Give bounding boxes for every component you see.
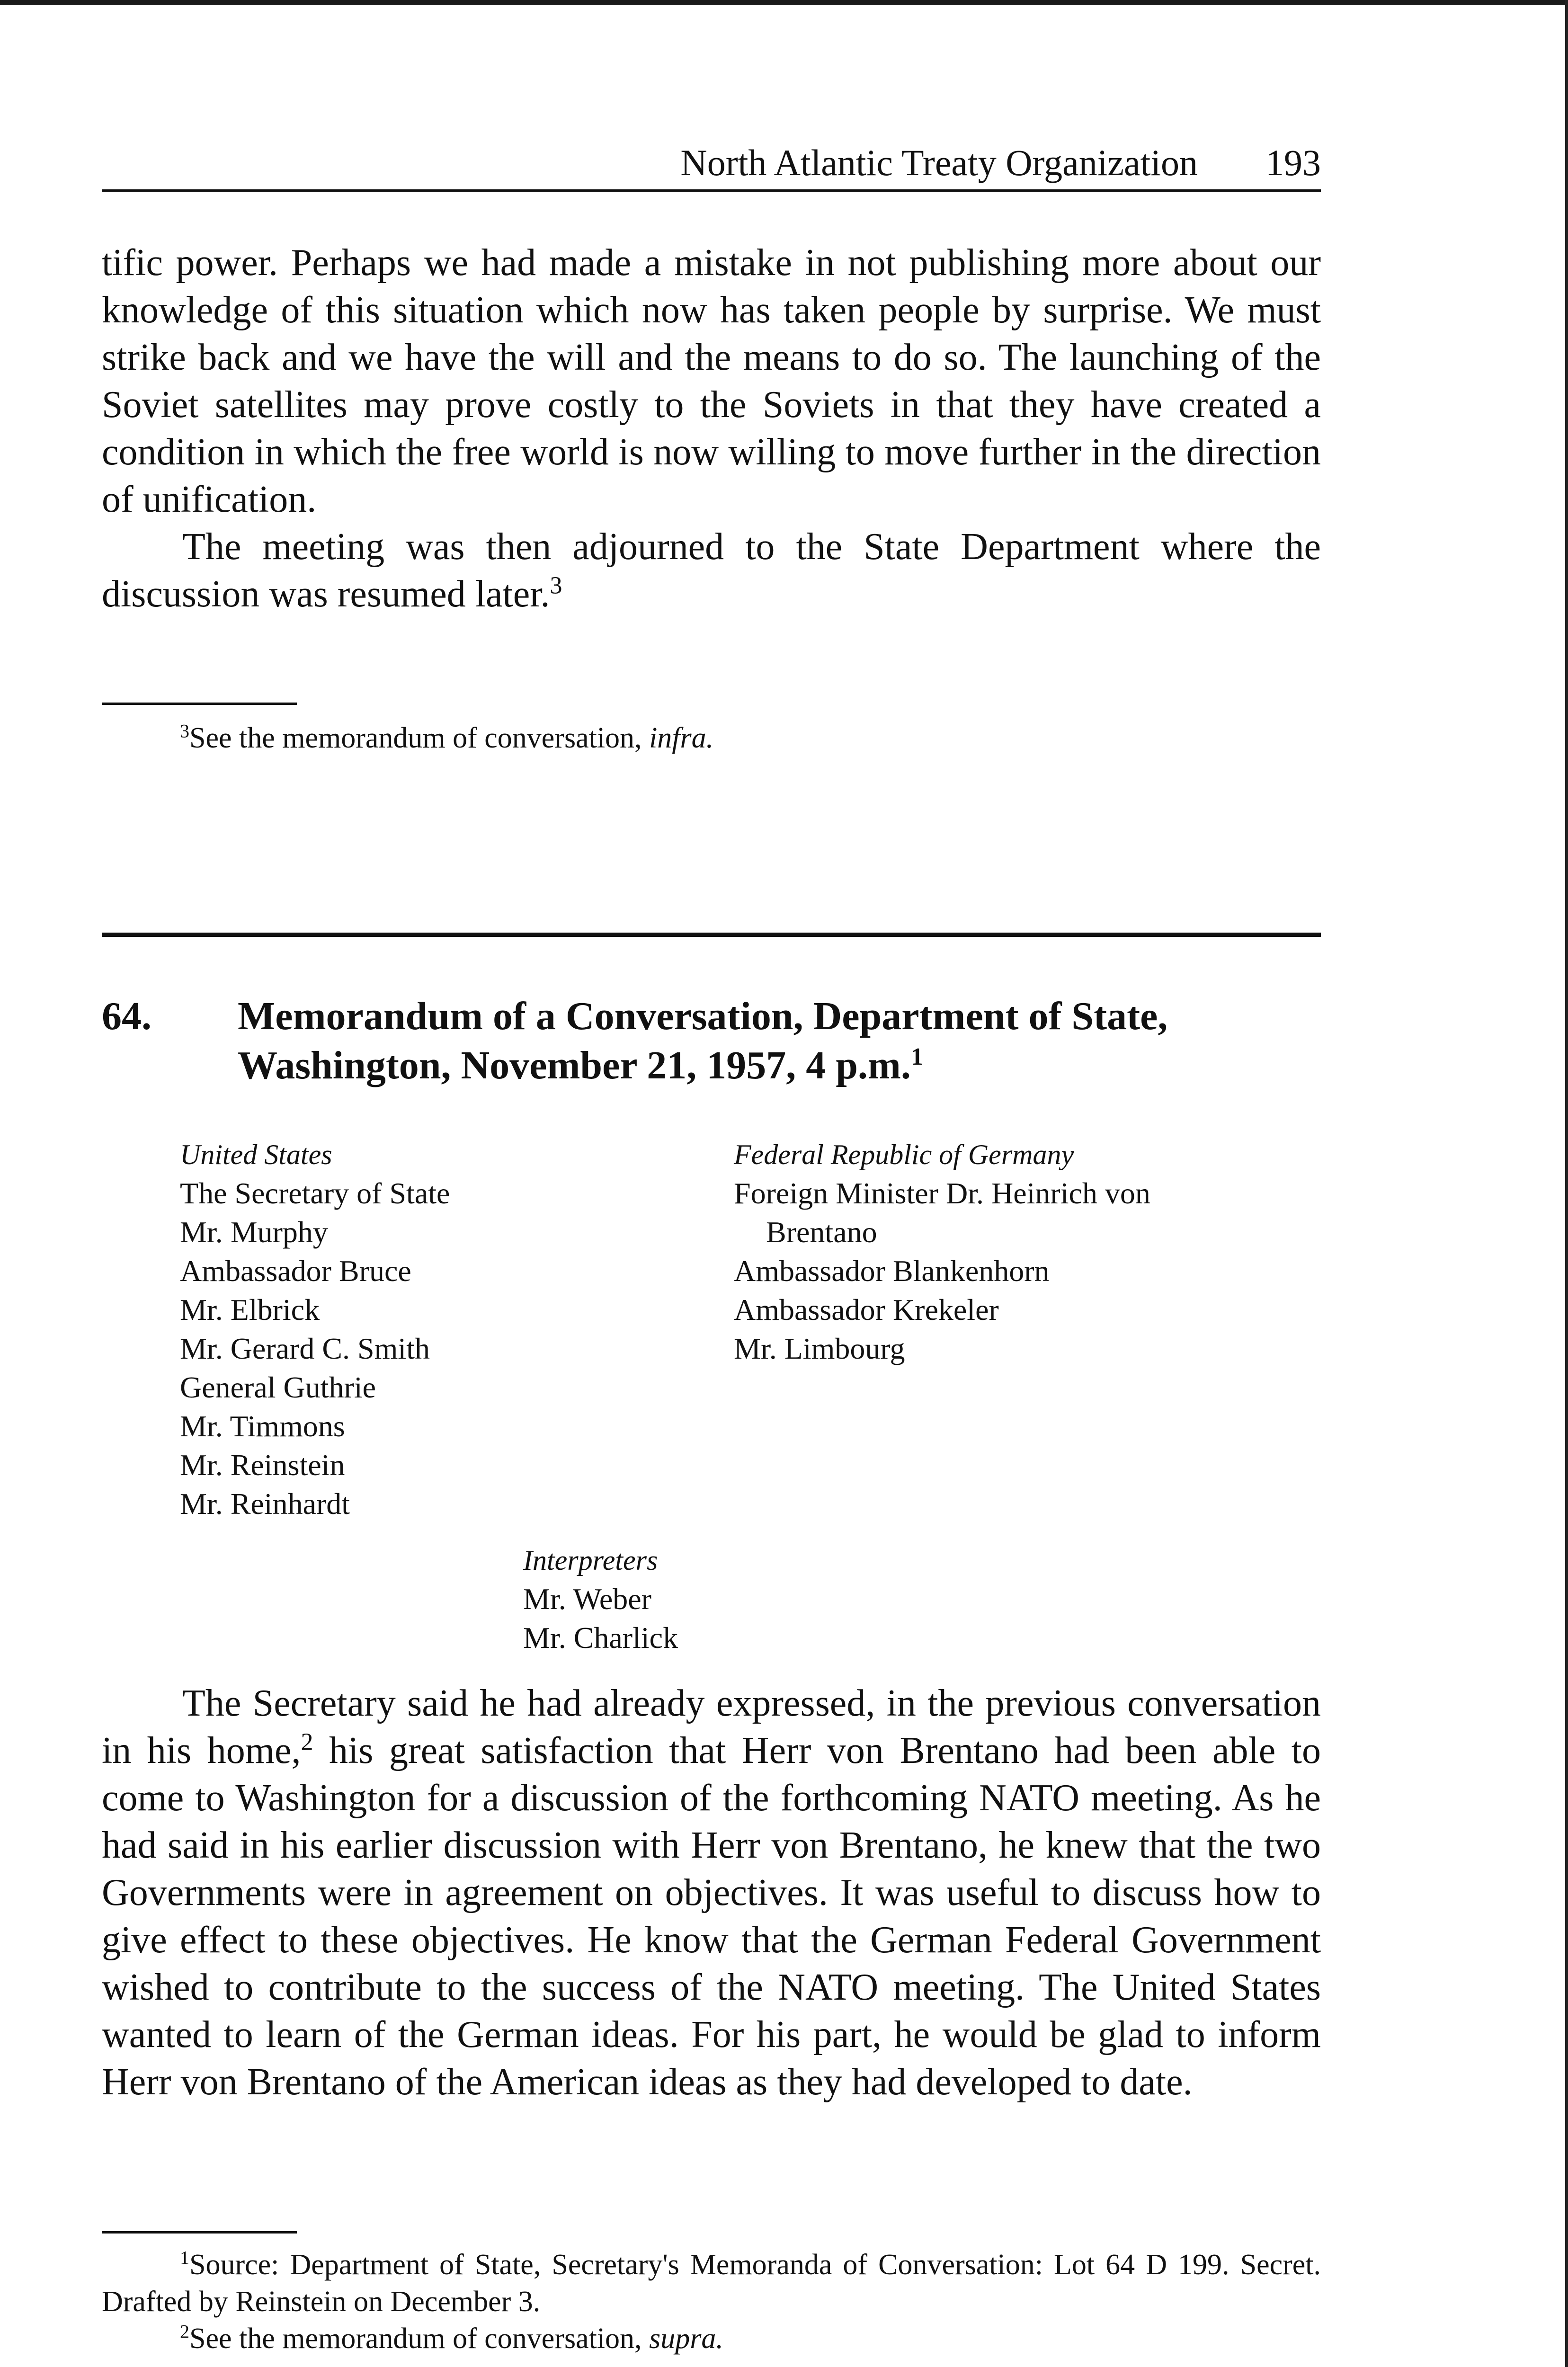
footnote-3-text: See the memorandum of conversation, xyxy=(189,722,650,754)
us-heading: United States xyxy=(180,1139,332,1170)
footnote-ref-2: 2 xyxy=(301,1728,313,1756)
scan-right-edge xyxy=(1565,0,1568,2367)
list-item: Mr. Weber xyxy=(523,1582,651,1616)
footnote-1-text: Source: Department of State, Secretary's Memoranda of Conversation: Lot 64 D 199. Secret. Drafted by Reinstein on December 3. xyxy=(102,2249,1321,2318)
list-item: Mr. Murphy xyxy=(180,1215,328,1249)
footnote-rule xyxy=(102,2231,297,2234)
document-title-line2: Washington, November 21, 1957, 4 p.m. xyxy=(238,1043,911,1087)
participants-interpreters xyxy=(523,1541,678,1657)
header-title: North Atlantic Treaty Organization xyxy=(680,142,1198,183)
footnote-3 xyxy=(102,720,1321,756)
footnotes xyxy=(102,2246,1321,2357)
footnote-3-emphasis: infra. xyxy=(649,722,714,754)
footnote-ref-3: 3 xyxy=(550,572,562,599)
adjournment-paragraph xyxy=(102,523,1321,618)
footnote-rule xyxy=(102,703,297,705)
list-item: Ambassador Blankenhorn xyxy=(734,1254,1050,1288)
memorandum-text-part1: The Secretary said he had already expressed, in the previous conversation in his home, xyxy=(102,1682,1321,1771)
list-item: Mr. Reinstein xyxy=(180,1448,345,1482)
document-title xyxy=(238,992,1322,1090)
list-item: Foreign Minister Dr. Heinrich von xyxy=(734,1176,1150,1210)
footnote-ref-1: 1 xyxy=(910,1043,923,1070)
footnote-2 xyxy=(102,2320,1321,2357)
list-item: Ambassador Bruce xyxy=(180,1254,411,1288)
interpreters-heading: Interpreters xyxy=(523,1545,658,1576)
continued-text xyxy=(102,239,1321,618)
adjournment-text: The meeting was then adjourned to the State Department where the discussion was resumed later. xyxy=(102,526,1321,615)
document-title-line1: Memorandum of a Conversation, Department of State, xyxy=(238,994,1168,1038)
list-item-continuation: Brentano xyxy=(766,1215,877,1249)
footnote-marker-2: 2 xyxy=(180,2321,189,2342)
list-item: Ambassador Krekeler xyxy=(734,1293,999,1326)
page-number: 193 xyxy=(1265,142,1321,183)
list-item: Mr. Timmons xyxy=(180,1409,345,1443)
memorandum-body xyxy=(102,1680,1321,2106)
section-divider xyxy=(102,933,1321,937)
running-header xyxy=(102,137,1321,192)
list-item: Mr. Elbrick xyxy=(180,1293,320,1326)
footnote-marker-1: 1 xyxy=(180,2247,189,2269)
list-item: Mr. Charlick xyxy=(523,1621,678,1655)
memorandum-text-part2: his great satisfaction that Herr von Brentano had been able to come to Washington for a discussion of the forthcoming NATO meeting. As he had said in his earlier discussion with Herr von Brentano, he knew that the two Governments were in agreement on objectives. It was useful to discuss how to give effect to these objectives. He know that the German Federal Government wished to contribute to the success of the NATO meeting. The United States wanted to learn of the German ideas. For his part, he would be glad to inform Herr von Brentano of the American ideas as they had developed to date. xyxy=(102,1730,1321,2103)
list-item: Mr. Gerard C. Smith xyxy=(180,1332,430,1365)
footnote-1 xyxy=(102,2246,1321,2320)
footnote-marker-3: 3 xyxy=(180,720,189,742)
list-item: Mr. Limbourg xyxy=(734,1332,905,1365)
list-item: The Secretary of State xyxy=(180,1176,450,1210)
list-item: General Guthrie xyxy=(180,1370,376,1404)
document-number: 64. xyxy=(102,994,151,1038)
footnote-2-text: See the memorandum of conversation, xyxy=(189,2323,650,2355)
continued-paragraph: tific power. Perhaps we had made a mistake in not publishing more about our knowledge of this situation which now has taken people by surprise. We must strike back and we have the will and the means to do so. The launching of the Soviet satellites may prove costly to the Soviets in that they have created a condition in which the free world is now willing to move further in the direction of unification. xyxy=(102,242,1321,520)
document-title-line2-wrap xyxy=(238,1041,1322,1090)
frg-heading: Federal Republic of Germany xyxy=(734,1139,1074,1170)
footnote-2-emphasis: supra. xyxy=(649,2323,723,2355)
participants-federal-republic-of-germany xyxy=(734,1135,1302,1368)
list-item: Mr. Reinhardt xyxy=(180,1487,350,1521)
memorandum-paragraph xyxy=(102,1680,1321,2106)
participants-united-states xyxy=(180,1135,450,1523)
scan-top-edge xyxy=(0,0,1568,5)
